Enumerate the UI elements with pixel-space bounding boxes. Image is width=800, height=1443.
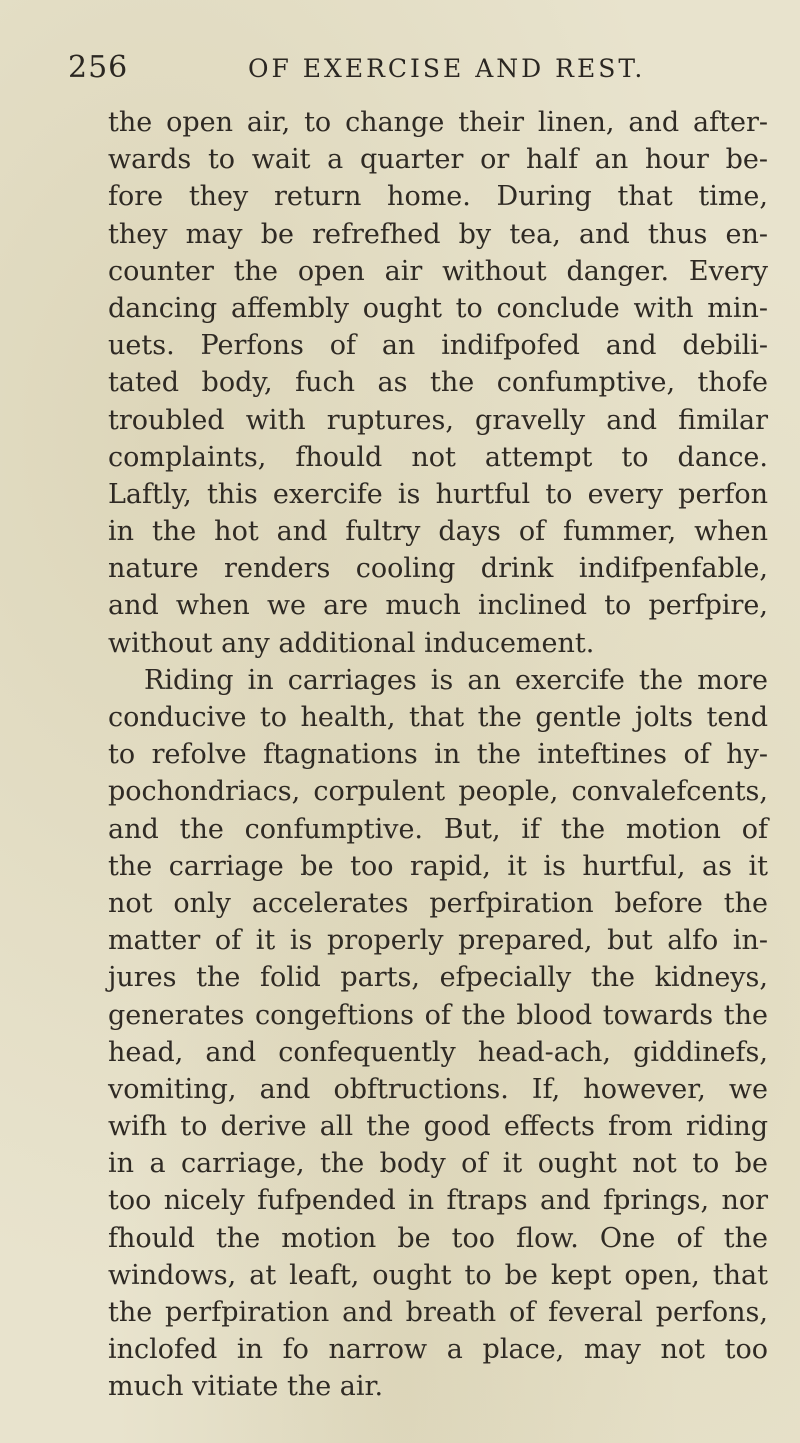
text-line: inclofed in fo narrow a place, may not too xyxy=(108,1334,768,1366)
text-line: tated body, fuch as the confumptive, thofe xyxy=(108,367,768,399)
text-line: not only accelerates perfpiration before the xyxy=(108,887,768,919)
text-line: dancing affembly ought to conclude with min- xyxy=(108,292,768,324)
text-line: windows, at leaft, ought to be kept open, that xyxy=(108,1259,768,1291)
text-line: the carriage be too rapid, it is hurtful, as it xyxy=(108,850,768,882)
text-line: fore they return home. During that time, xyxy=(108,181,768,213)
body-text xyxy=(108,104,768,1406)
text-line: they may be refrefhed by tea, and thus en- xyxy=(108,218,768,250)
text-line: the perfpiration and breath of feveral perfons, xyxy=(108,1297,768,1328)
text-line: wifh to derive all the good effects from riding xyxy=(108,1111,768,1143)
page-number: 256 xyxy=(68,50,129,85)
text-line: uets. Perfons of an indifpofed and debili- xyxy=(108,330,768,362)
text-line: matter of it is properly prepared, but alfo in- xyxy=(108,925,768,957)
text-line: in a carriage, the body of it ought not to be xyxy=(108,1148,768,1180)
text-line: without any additional inducement. xyxy=(108,627,595,659)
text-line: conducive to health, that the gentle jolts tend xyxy=(108,702,768,733)
text-line: too nicely fufpended in ftraps and fprings, nor xyxy=(108,1185,768,1217)
running-head: OF EXERCISE AND REST. xyxy=(248,54,646,83)
text-line: the open air, to change their linen, and after- xyxy=(108,107,768,138)
text-line: much vitiate the air. xyxy=(108,1371,384,1403)
text-line: Laftly, this exercife is hurtful to every perfon xyxy=(108,478,768,510)
text-line: and the confumptive. But, if the motion of xyxy=(108,813,768,845)
text-line: fhould the motion be too flow. One of the xyxy=(108,1222,768,1254)
text-line: pochondriacs, corpulent people, convalefcents, xyxy=(108,776,768,808)
text-line: complaints, fhould not attempt to dance. xyxy=(108,441,768,473)
text-line: wards to wait a quarter or half an hour be- xyxy=(108,144,768,176)
page-header xyxy=(68,50,748,94)
text-line: jures the folid parts, efpecially the kidneys, xyxy=(108,962,768,994)
text-line: head, and confequently head-ach, giddinefs, xyxy=(108,1036,768,1068)
text-line: in the hot and fultry days of fummer, when xyxy=(108,516,768,548)
text-line: counter the open air without danger. Every xyxy=(108,255,768,287)
text-line: to refolve ftagnations in the inteftines of hy- xyxy=(108,739,768,771)
text-line: troubled with ruptures, gravelly and fimilar xyxy=(108,404,768,436)
text-line: and when we are much inclined to perfpire, xyxy=(108,590,768,622)
text-line: vomiting, and obftructions. If, however, we xyxy=(108,1073,768,1105)
text-line: Riding in carriages is an exercife the more xyxy=(144,664,768,696)
text-line: generates congeftions of the blood towards the xyxy=(108,999,768,1031)
text-line: nature renders cooling drink indifpenfable, xyxy=(108,553,768,585)
